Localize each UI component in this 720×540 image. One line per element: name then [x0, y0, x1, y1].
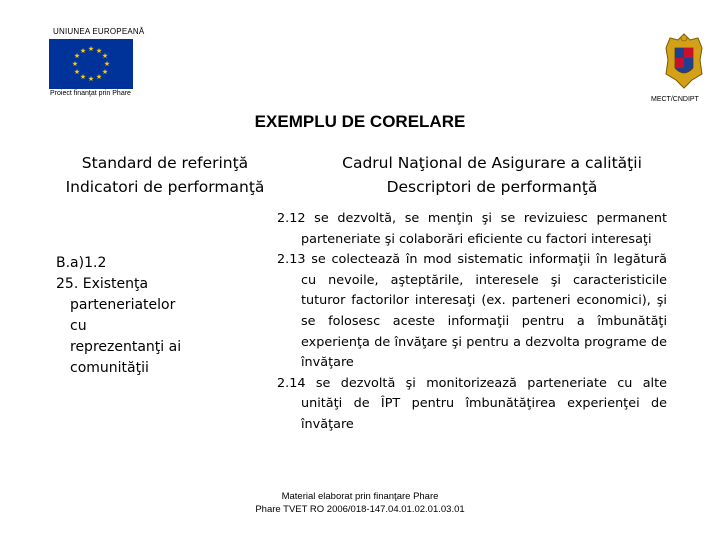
descriptor-item: 2.14 se dezvoltă şi monitorizează parteneriate cu alte unităţi de ÎPT pentru îmbunătăţirea experienţei de învăţare	[277, 375, 667, 432]
indicator-code: B.a)1.2	[56, 255, 107, 271]
romania-coat-of-arms-logo	[662, 30, 706, 94]
left-heading-line2: Indicatori de performanţă	[65, 178, 265, 196]
footer	[0, 490, 720, 516]
right-column-heading	[312, 151, 672, 199]
indicator-first-line	[56, 274, 236, 295]
svg-text:★: ★	[101, 68, 109, 76]
indicator-line5: comunităţii	[70, 360, 149, 376]
descriptor-item: 2.12 se dezvoltă, se menţin şi se revizuiesc permanent parteneriate şi colaborări eficiente cu factori interesaţi	[277, 211, 667, 247]
svg-text:★: ★	[79, 47, 87, 55]
svg-text:★: ★	[103, 60, 111, 68]
institution-label: MECT/CNDIPT	[651, 96, 699, 103]
indicator-line4: reprezentanţi ai	[70, 339, 182, 355]
descriptor-item: 2.13 se colectează în mod sistematic informaţii în legătură cu nevoile, aşteptările, interesele şi caracteristicile tuturor factorilor interesaţi (ex. parteneri economici), şi se folosesc aceste informaţii pentru a îmbunătăţi experienţa de învăţare şi pentru a dezvolta programe de învăţare	[277, 252, 667, 371]
svg-text:★: ★	[101, 52, 109, 60]
eu-title: UNIUNEA EUROPEANĂ	[53, 27, 145, 36]
indicator-line1: Existenţa	[82, 276, 149, 292]
left-heading-line1: Standard de referinţă	[81, 154, 249, 172]
svg-text:★: ★	[71, 60, 79, 68]
svg-text:★: ★	[95, 73, 103, 81]
svg-text:★: ★	[95, 47, 103, 55]
footer-line1: Material elaborat prin finanţare Phare	[281, 491, 439, 502]
right-heading-line1: Cadrul Naţional de Asigurare a calităţii	[342, 154, 642, 172]
indicator-number: 25.	[56, 276, 79, 292]
eu-flag-logo	[49, 39, 133, 89]
page-title: EXEMPLU DE CORELARE	[254, 112, 466, 131]
svg-text:★: ★	[73, 68, 81, 76]
indicator-line2: parteneriatelor	[70, 297, 176, 313]
coat-of-arms-icon	[662, 30, 706, 94]
descriptor-list	[277, 209, 667, 436]
left-column-heading	[40, 151, 290, 199]
svg-text:★: ★	[79, 73, 87, 81]
svg-text:★: ★	[73, 52, 81, 60]
eu-stars-icon	[49, 39, 133, 89]
eu-caption: Proiect finanţat prin Phare	[50, 90, 131, 97]
standard-indicator	[56, 253, 236, 379]
right-heading-line2: Descriptori de performanţă	[386, 178, 598, 196]
indicator-line3: cu	[70, 318, 87, 334]
footer-line2: Phare TVET RO 2006/018-147.04.01.02.01.03.01	[255, 504, 465, 515]
svg-text:★: ★	[87, 45, 95, 53]
svg-text:★: ★	[87, 75, 95, 83]
